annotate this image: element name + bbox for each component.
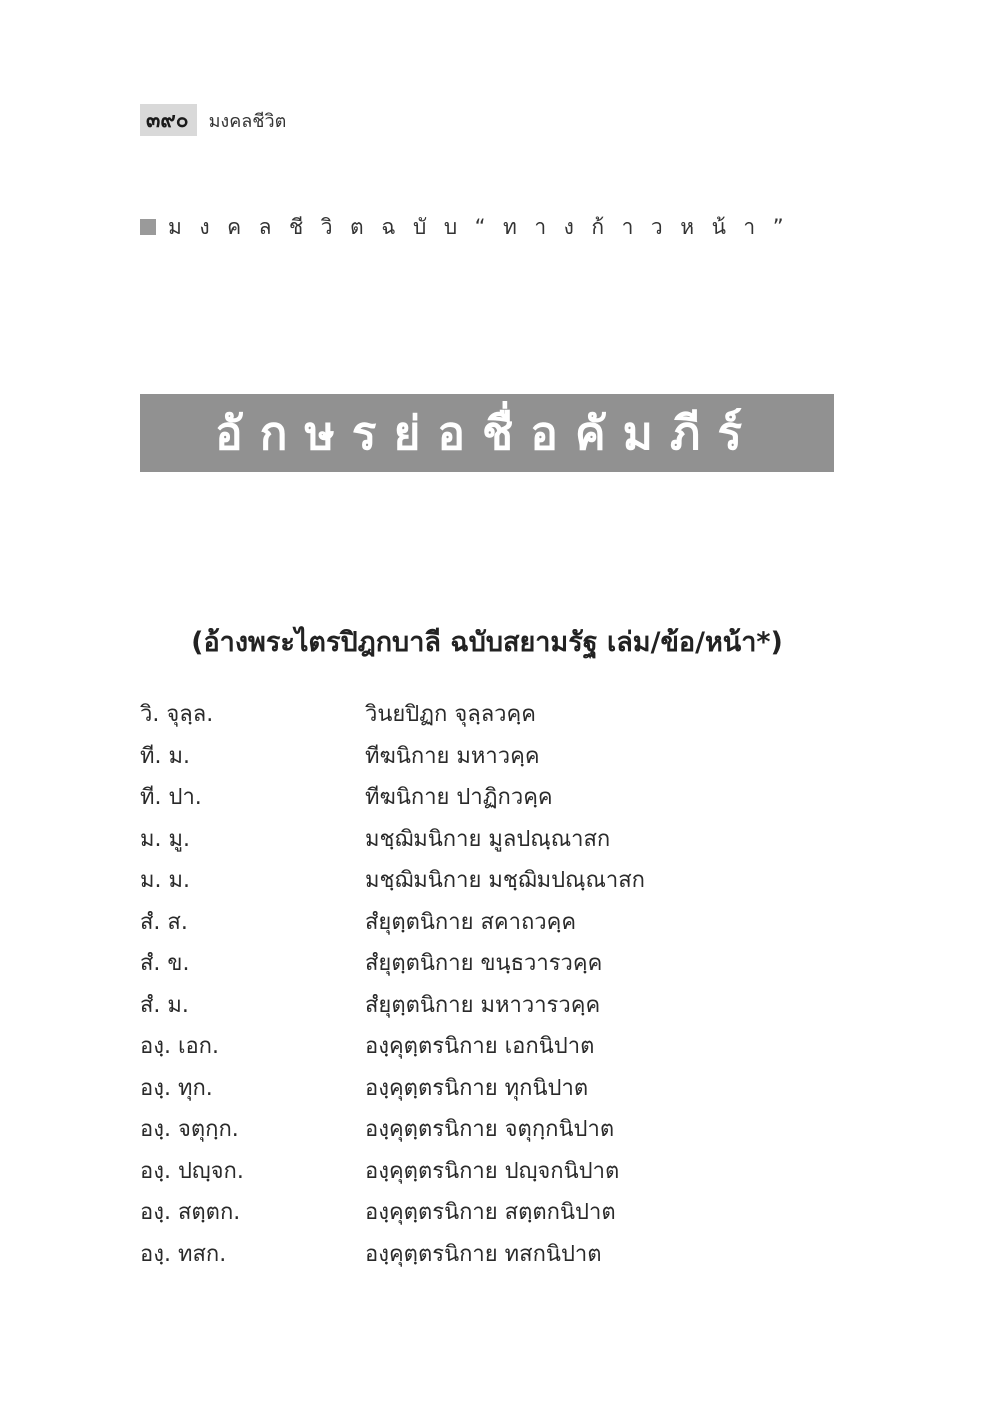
abbreviation-row bbox=[140, 945, 780, 987]
abbreviation-full-name: มชฺฌิมนิกาย มชฺฌิมปณฺณาสก bbox=[365, 868, 645, 893]
abbreviation-list bbox=[140, 696, 780, 1277]
section-title-band bbox=[140, 394, 834, 472]
page-header bbox=[140, 104, 286, 136]
abbreviation-row bbox=[140, 821, 780, 863]
abbreviation-code: องฺ. สตฺตก. bbox=[140, 1200, 241, 1225]
abbreviation-code: สํ. ข. bbox=[140, 951, 190, 976]
abbreviation-code: สํ. ม. bbox=[140, 992, 189, 1018]
abbreviation-full-name: สํยุตฺตนิกาย สคาถวคฺค bbox=[365, 909, 577, 935]
abbreviation-full-name: ทีฆนิกาย มหาวคฺค bbox=[365, 743, 540, 769]
abbreviation-code: ที. ปา. bbox=[140, 785, 202, 810]
abbreviation-row bbox=[140, 1028, 780, 1070]
abbreviation-full-name: องฺคุตฺตรนิกาย เอกนิปาต bbox=[365, 1034, 595, 1059]
abbreviation-row bbox=[140, 1194, 780, 1236]
abbreviation-full-name: องฺคุตฺตรนิกาย จตุกฺกนิปาต bbox=[365, 1117, 615, 1142]
series-title: มงคลชีวิตฉบับ“ทางก้าวหน้า” bbox=[168, 214, 802, 239]
page-number: ๓๙๐ bbox=[140, 104, 197, 136]
abbreviation-row bbox=[140, 1236, 780, 1278]
abbreviation-code: องฺ. ทุก. bbox=[140, 1075, 213, 1101]
abbreviation-code: องฺ. ปญฺจก. bbox=[140, 1158, 244, 1184]
abbreviation-full-name: องฺคุตฺตรนิกาย ทุกนิปาต bbox=[365, 1075, 589, 1101]
abbreviation-full-name: องฺคุตฺตรนิกาย ปญฺจกนิปาต bbox=[365, 1158, 620, 1184]
abbreviation-full-name: องฺคุตฺตรนิกาย ทสกนิปาต bbox=[365, 1241, 602, 1267]
abbreviation-full-name: วินยปิฏก จุลฺลวคฺค bbox=[365, 702, 536, 727]
abbreviation-full-name: ทีฆนิกาย ปาฏิกวคฺค bbox=[365, 785, 553, 810]
series-line bbox=[140, 210, 801, 244]
abbreviation-code: ม. ม. bbox=[140, 868, 190, 893]
abbreviation-row bbox=[140, 904, 780, 946]
square-bullet-icon bbox=[140, 219, 156, 235]
section-title: อักษรย่อชื่อคัมภีร์ bbox=[214, 405, 760, 460]
abbreviation-row bbox=[140, 1111, 780, 1153]
abbreviation-full-name: องฺคุตฺตรนิกาย สตฺตกนิปาต bbox=[365, 1200, 616, 1225]
abbreviation-row bbox=[140, 987, 780, 1029]
abbreviation-row bbox=[140, 779, 780, 821]
abbreviation-full-name: มชฺฌิมนิกาย มูลปณฺณาสก bbox=[365, 826, 611, 852]
abbreviation-row bbox=[140, 696, 780, 738]
section-subtitle: (อ้างพระไตรปิฎกบาลี ฉบับสยามรัฐ เล่ม/ข้อ/หน้า*) bbox=[191, 627, 783, 658]
abbreviation-code: ม. มู. bbox=[140, 826, 190, 852]
abbreviation-code: สํ. ส. bbox=[140, 909, 188, 935]
abbreviation-row bbox=[140, 1153, 780, 1195]
abbreviation-code: ที. ม. bbox=[140, 743, 190, 769]
abbreviation-full-name: สํยุตฺตนิกาย มหาวารวคฺค bbox=[365, 992, 601, 1018]
abbreviation-code: องฺ. จตุกฺก. bbox=[140, 1117, 239, 1142]
abbreviation-code: องฺ. เอก. bbox=[140, 1034, 219, 1059]
abbreviation-full-name: สํยุตฺตนิกาย ขนฺธวารวคฺค bbox=[365, 951, 603, 976]
abbreviation-row bbox=[140, 738, 780, 780]
abbreviation-code: องฺ. ทสก. bbox=[140, 1241, 227, 1267]
abbreviation-code: วิ. จุลฺล. bbox=[140, 702, 214, 727]
abbreviation-row bbox=[140, 862, 780, 904]
abbreviation-row bbox=[140, 1070, 780, 1112]
running-title: มงคลชีวิต bbox=[208, 110, 287, 132]
